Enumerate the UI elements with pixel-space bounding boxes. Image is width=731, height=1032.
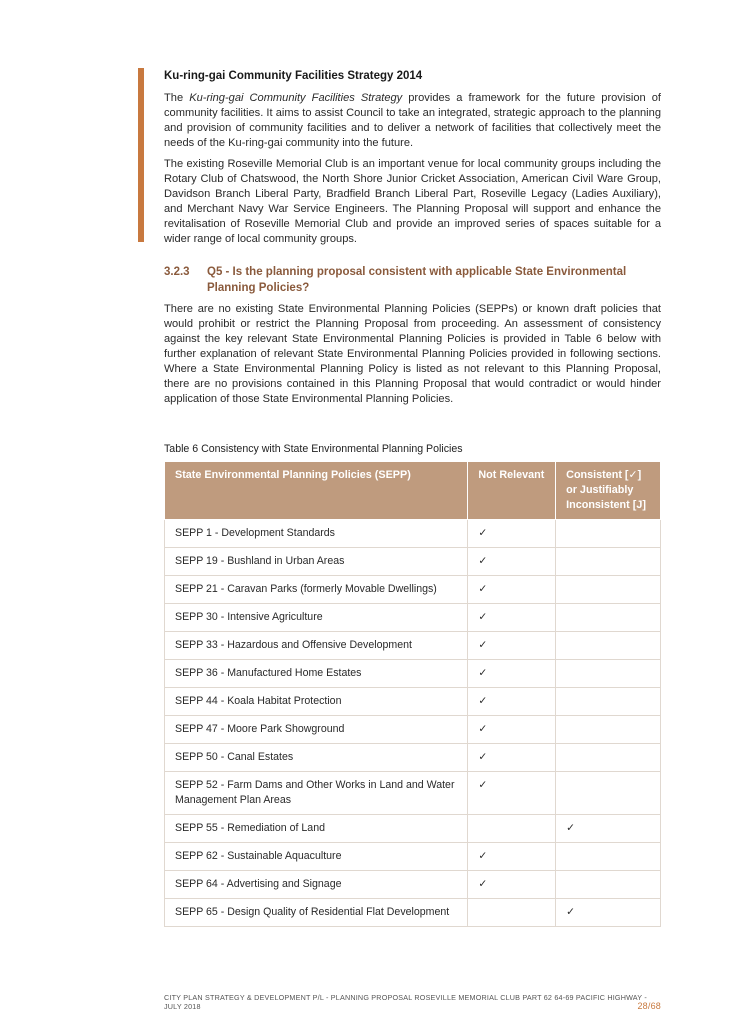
para1-rest: provides a framework for the future provision of community facilities. It aims to assist Council to take an integrated, strategic approach to the planning and provision of community facilities and to deliver a network of facilities that collectively meet the needs of the Ku-ring-gai community into the future. (164, 92, 661, 149)
not-relevant-cell: ✓ (468, 604, 556, 632)
not-relevant-cell (468, 815, 556, 843)
table-header-row (165, 462, 661, 520)
consistent-cell (556, 520, 661, 548)
header-consistent: Consistent [✓] or Justifiably Inconsistent [J] (556, 462, 661, 520)
not-relevant-cell: ✓ (468, 660, 556, 688)
policy-cell: SEPP 36 - Manufactured Home Estates (165, 660, 468, 688)
table-caption: Table 6 Consistency with State Environmental Planning Policies (164, 443, 463, 455)
consistent-cell (556, 688, 661, 716)
not-relevant-cell: ✓ (468, 843, 556, 871)
header-policy: State Environmental Planning Policies (SEPP) (165, 462, 468, 520)
policy-cell: SEPP 30 - Intensive Agriculture (165, 604, 468, 632)
policy-cell: SEPP 19 - Bushland in Urban Areas (165, 548, 468, 576)
not-relevant-cell: ✓ (468, 632, 556, 660)
consistent-cell (556, 716, 661, 744)
heading-text: Q5 - Is the planning proposal consistent with applicable State Environmental Planning Policies? (207, 266, 627, 294)
consistent-cell (556, 604, 661, 632)
table-row (165, 744, 661, 772)
policy-cell: SEPP 64 - Advertising and Signage (165, 871, 468, 899)
not-relevant-cell: ✓ (468, 716, 556, 744)
page-footer (164, 993, 661, 1011)
table-row (165, 604, 661, 632)
not-relevant-cell: ✓ (468, 548, 556, 576)
strategy-name: Ku-ring-gai Community Facilities Strategy (189, 92, 403, 104)
paragraph-memorial-club: The existing Roseville Memorial Club is an important venue for local community groups including the Rotary Club of Chatswood, the North Shore Junior Cricket Association, American Civil Ware Group, Davidson Branch Liberal Party, Bradfield Branch Liberal Part, Roseville Legacy (Ladies Auxiliary), and Merchant Navy War Service Engineers. The Planning Proposal will support and enhance the revitalisation of Roseville Memorial Club and provide an improved series of spaces suitable for a wider range of local community groups. (164, 158, 661, 245)
not-relevant-cell: ✓ (468, 772, 556, 815)
heading-number: 3.2.3 (164, 266, 190, 278)
table-row (165, 716, 661, 744)
consistent-cell (556, 744, 661, 772)
table-row (165, 660, 661, 688)
section-title: Ku-ring-gai Community Facilities Strategy 2014 (164, 70, 423, 82)
table-row (165, 843, 661, 871)
para1-lead: The (164, 92, 190, 104)
consistent-cell (556, 871, 661, 899)
policy-cell: SEPP 47 - Moore Park Showground (165, 716, 468, 744)
table-row (165, 688, 661, 716)
policy-cell: SEPP 65 - Design Quality of Residential Flat Development (165, 899, 468, 927)
consistent-cell (556, 632, 661, 660)
paragraph-strategy (164, 91, 661, 151)
not-relevant-cell: ✓ (468, 688, 556, 716)
not-relevant-cell: ✓ (468, 576, 556, 604)
policy-cell: SEPP 33 - Hazardous and Offensive Development (165, 632, 468, 660)
table-row (165, 520, 661, 548)
not-relevant-cell: ✓ (468, 744, 556, 772)
not-relevant-cell: ✓ (468, 871, 556, 899)
not-relevant-cell: ✓ (468, 520, 556, 548)
paragraph-sepp-assessment: There are no existing State Environmental Planning Policies (SEPPs) or known draft policies that would prohibit or restrict the Planning Proposal from proceeding. An assessment of consistency against the key relevant State Environmental Planning Policies is provided in Table 6 below with further explanation of relevant State Environmental Planning Policies provided in following sections. Where a State Environmental Planning Policy is listed as not relevant to this Planning Proposal, there are no provisions contained in this Planning Proposal that would contradict or would hinder application of those State Environmental Planning Policies. (164, 303, 661, 405)
table-row (165, 576, 661, 604)
consistent-cell (556, 576, 661, 604)
policy-cell: SEPP 62 - Sustainable Aquaculture (165, 843, 468, 871)
table-row (165, 548, 661, 576)
table-row (165, 871, 661, 899)
footer-text: CITY PLAN STRATEGY & DEVELOPMENT P/L - PLANNING PROPOSAL ROSEVILLE MEMORIAL CLUB PART 62 64-69 PACIFIC HIGHWAY - JULY 2018 (164, 993, 647, 1011)
policy-cell: SEPP 55 - Remediation of Land (165, 815, 468, 843)
table-row (165, 899, 661, 927)
policy-cell: SEPP 52 - Farm Dams and Other Works in Land and Water Management Plan Areas (165, 772, 468, 815)
policy-cell: SEPP 21 - Caravan Parks (formerly Movable Dwellings) (165, 576, 468, 604)
table-row (165, 632, 661, 660)
consistent-cell: ✓ (556, 899, 661, 927)
consistent-cell (556, 548, 661, 576)
consistent-cell (556, 772, 661, 815)
accent-bar (138, 68, 144, 242)
table-row (165, 815, 661, 843)
table-row (165, 772, 661, 815)
policy-cell: SEPP 44 - Koala Habitat Protection (165, 688, 468, 716)
consistent-cell (556, 843, 661, 871)
policy-cell: SEPP 1 - Development Standards (165, 520, 468, 548)
sepp-table (164, 461, 661, 927)
not-relevant-cell (468, 899, 556, 927)
header-not-relevant: Not Relevant (468, 462, 556, 520)
consistent-cell (556, 660, 661, 688)
policy-cell: SEPP 50 - Canal Estates (165, 744, 468, 772)
consistent-cell: ✓ (556, 815, 661, 843)
page-number: 28/68 (637, 1001, 661, 1011)
